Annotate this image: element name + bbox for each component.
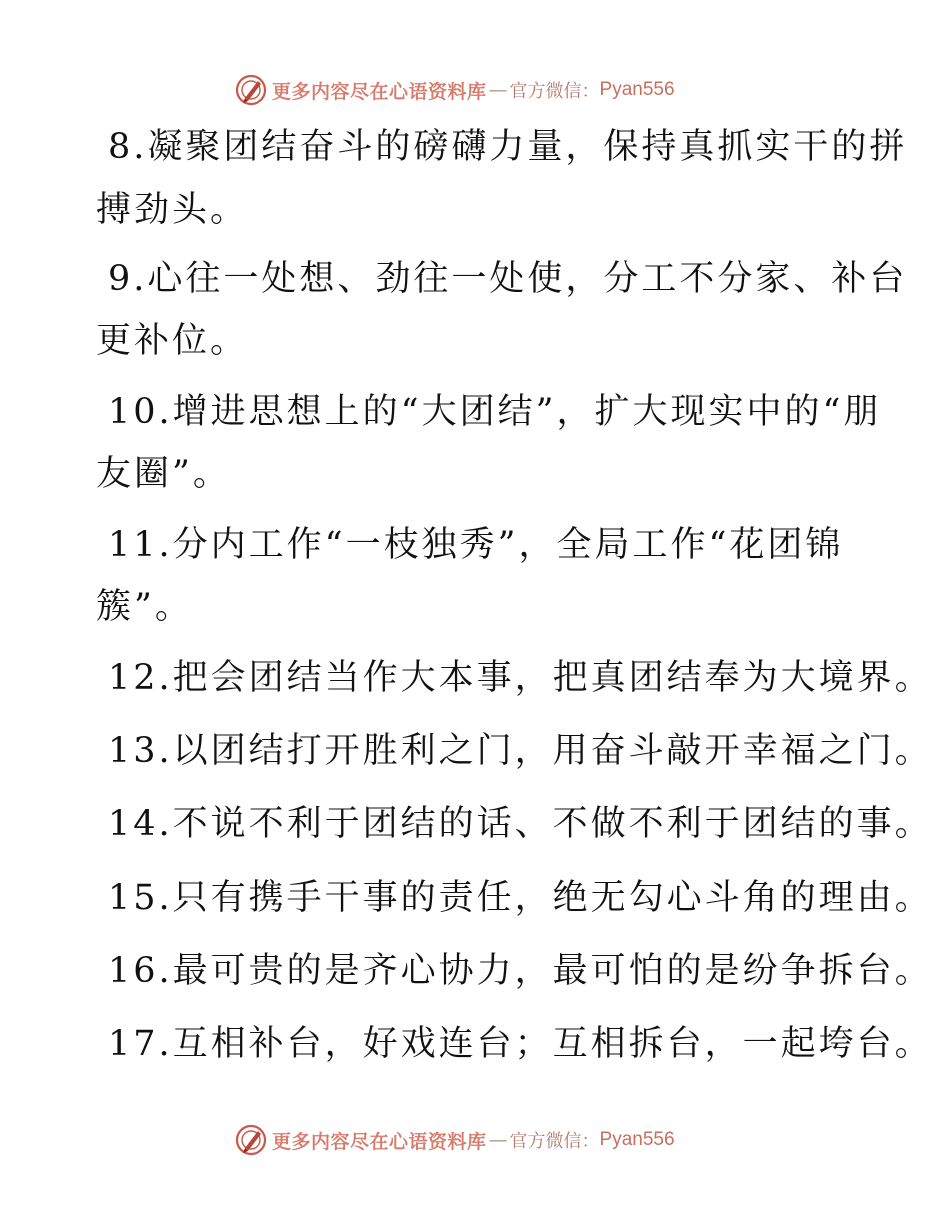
item-13 xyxy=(108,729,933,773)
item-number: 16. xyxy=(108,951,173,991)
item-8-line-1 xyxy=(108,125,907,169)
item-9-line-2: 更补位。 xyxy=(96,321,249,361)
item-number: 13. xyxy=(108,731,173,771)
item-number: 8. xyxy=(108,127,148,167)
item-text: 把会团结当作大本事，把真团结奉为大境界。 xyxy=(172,658,933,698)
item-text: 互相补台，好戏连台；互相拆台，一起垮台。 xyxy=(172,1024,933,1064)
item-text: 以团结打开胜利之门，用奋斗敲开幸福之门。 xyxy=(172,731,933,771)
item-number: 14. xyxy=(108,804,173,844)
item-8-line-2: 搏劲头。 xyxy=(96,190,249,230)
item-11-line-2: 簇”。 xyxy=(96,587,193,627)
item-text: 凝聚团结奋斗的磅礴力量，保持真抓实干的拼 xyxy=(147,127,908,167)
watermark-contact-id: Pyan556 xyxy=(599,1129,675,1150)
item-number: 15. xyxy=(108,878,173,918)
watermark-separator: — xyxy=(488,1129,508,1151)
item-text: 只有携手干事的责任，绝无勾心斗角的理由。 xyxy=(172,878,933,918)
item-12 xyxy=(108,656,933,700)
item-text: 不说不利于团结的话、不做不利于团结的事。 xyxy=(172,804,933,844)
item-14 xyxy=(108,802,933,846)
item-17 xyxy=(108,1022,933,1066)
item-number: 12. xyxy=(108,658,173,698)
watermark-contact-label: 官方微信： xyxy=(509,81,600,102)
pen-nib-logo-icon xyxy=(234,1123,268,1157)
item-11-line-1 xyxy=(108,523,843,567)
item-9-line-1 xyxy=(108,257,907,301)
watermark-contact-label: 官方微信： xyxy=(509,1131,600,1152)
item-text: 心往一处想、劲往一处使，分工不分家、补台 xyxy=(147,259,908,299)
item-10-line-2: 友圈”。 xyxy=(96,454,231,494)
item-16 xyxy=(108,949,933,993)
pen-nib-logo-icon xyxy=(234,73,268,107)
item-number: 17. xyxy=(108,1024,173,1064)
watermark-text: 更多内容尽在心语资料库 xyxy=(272,1130,487,1153)
item-number: 11. xyxy=(108,525,173,565)
item-text: 分内工作“一枝独秀”，全局工作“花团锦 xyxy=(172,525,844,565)
footer-watermark xyxy=(234,1122,675,1158)
header-watermark xyxy=(234,72,675,108)
item-text: 增进思想上的“大团结”，扩大现实中的“朋 xyxy=(172,392,882,432)
watermark-text: 更多内容尽在心语资料库 xyxy=(272,80,487,103)
watermark-separator: — xyxy=(488,79,508,101)
watermark-contact-id: Pyan556 xyxy=(599,79,675,100)
item-10-line-1 xyxy=(108,390,881,434)
item-number: 10. xyxy=(108,392,173,432)
item-text: 最可贵的是齐心协力，最可怕的是纷争拆台。 xyxy=(172,951,933,991)
item-number: 9. xyxy=(108,259,148,299)
item-15 xyxy=(108,876,933,920)
